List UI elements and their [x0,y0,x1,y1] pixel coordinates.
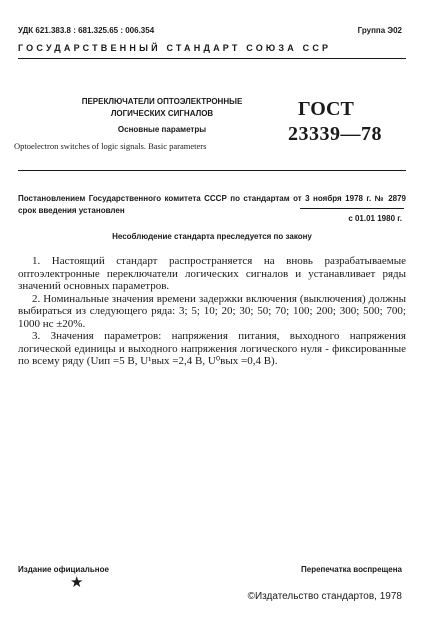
title-line-1: ПЕРЕКЛЮЧАТЕЛИ ОПТОЭЛЕКТРОННЫЕ [81,97,243,106]
state-standard-heading: ГОСУДАРСТВЕННЫЙ СТАНДАРТ СОЮЗА ССР [18,43,332,53]
reprint-notice: Перепечатка воспрещена [301,565,402,574]
header-rule [18,58,406,59]
paragraph-3: 3. Значения параметров: напряжения питания, выходного напряжения логической единицы и выходного напряжения логического нуля - фиксированные по всему ряду (Uип =5 В, U¹вых =2,4 В, U⁰вых =0,4 В). [18,330,406,367]
paragraph-2: 2. Номинальные значения времени задержки включения (выключения) должны выбираться из следующего ряда: 3; 5; 10; 20; 30; 50; 70; 100; 200; 300; 500; 700; 1000 нс ±20%. [18,292,406,330]
document-subtitle: Основные параметры [117,125,207,134]
decree-date: с 01.01 1980 г. [348,214,402,223]
udk-code: УДК 621.383.8 : 681.325.65 : 006.354 [18,26,155,35]
decree-text: Постановлением Государственного комитета СССР по стандартам от 3 ноября 1978 г. № 2879 срок введения установлен [18,194,406,215]
copyright-notice: ©Издательство стандартов, 1978 [247,591,402,602]
document-title [62,96,262,120]
gost-label: ГОСТ [298,98,354,120]
paragraph-1: 1. Настоящий стандарт распространяется на вновь разрабатываемые оптоэлектронные переключатели логических сигналов и устанавливает ряды значений основных параметров. [18,255,406,292]
document-body [18,255,406,368]
decree-underline [300,208,404,209]
violation-notice: Несоблюдение стандарта преследуется по закону [112,232,312,241]
star-icon: ★ [70,575,84,591]
official-edition-label: Издание официальное [18,565,109,574]
english-title: Optoelectron switches of logic signals. Basic parameters [14,141,207,151]
group-code: Группа Э02 [357,26,402,35]
gost-number: 23339—78 [288,123,382,145]
title-rule [18,170,406,171]
title-line-2: ЛОГИЧЕСКИХ СИГНАЛОВ [110,109,214,118]
